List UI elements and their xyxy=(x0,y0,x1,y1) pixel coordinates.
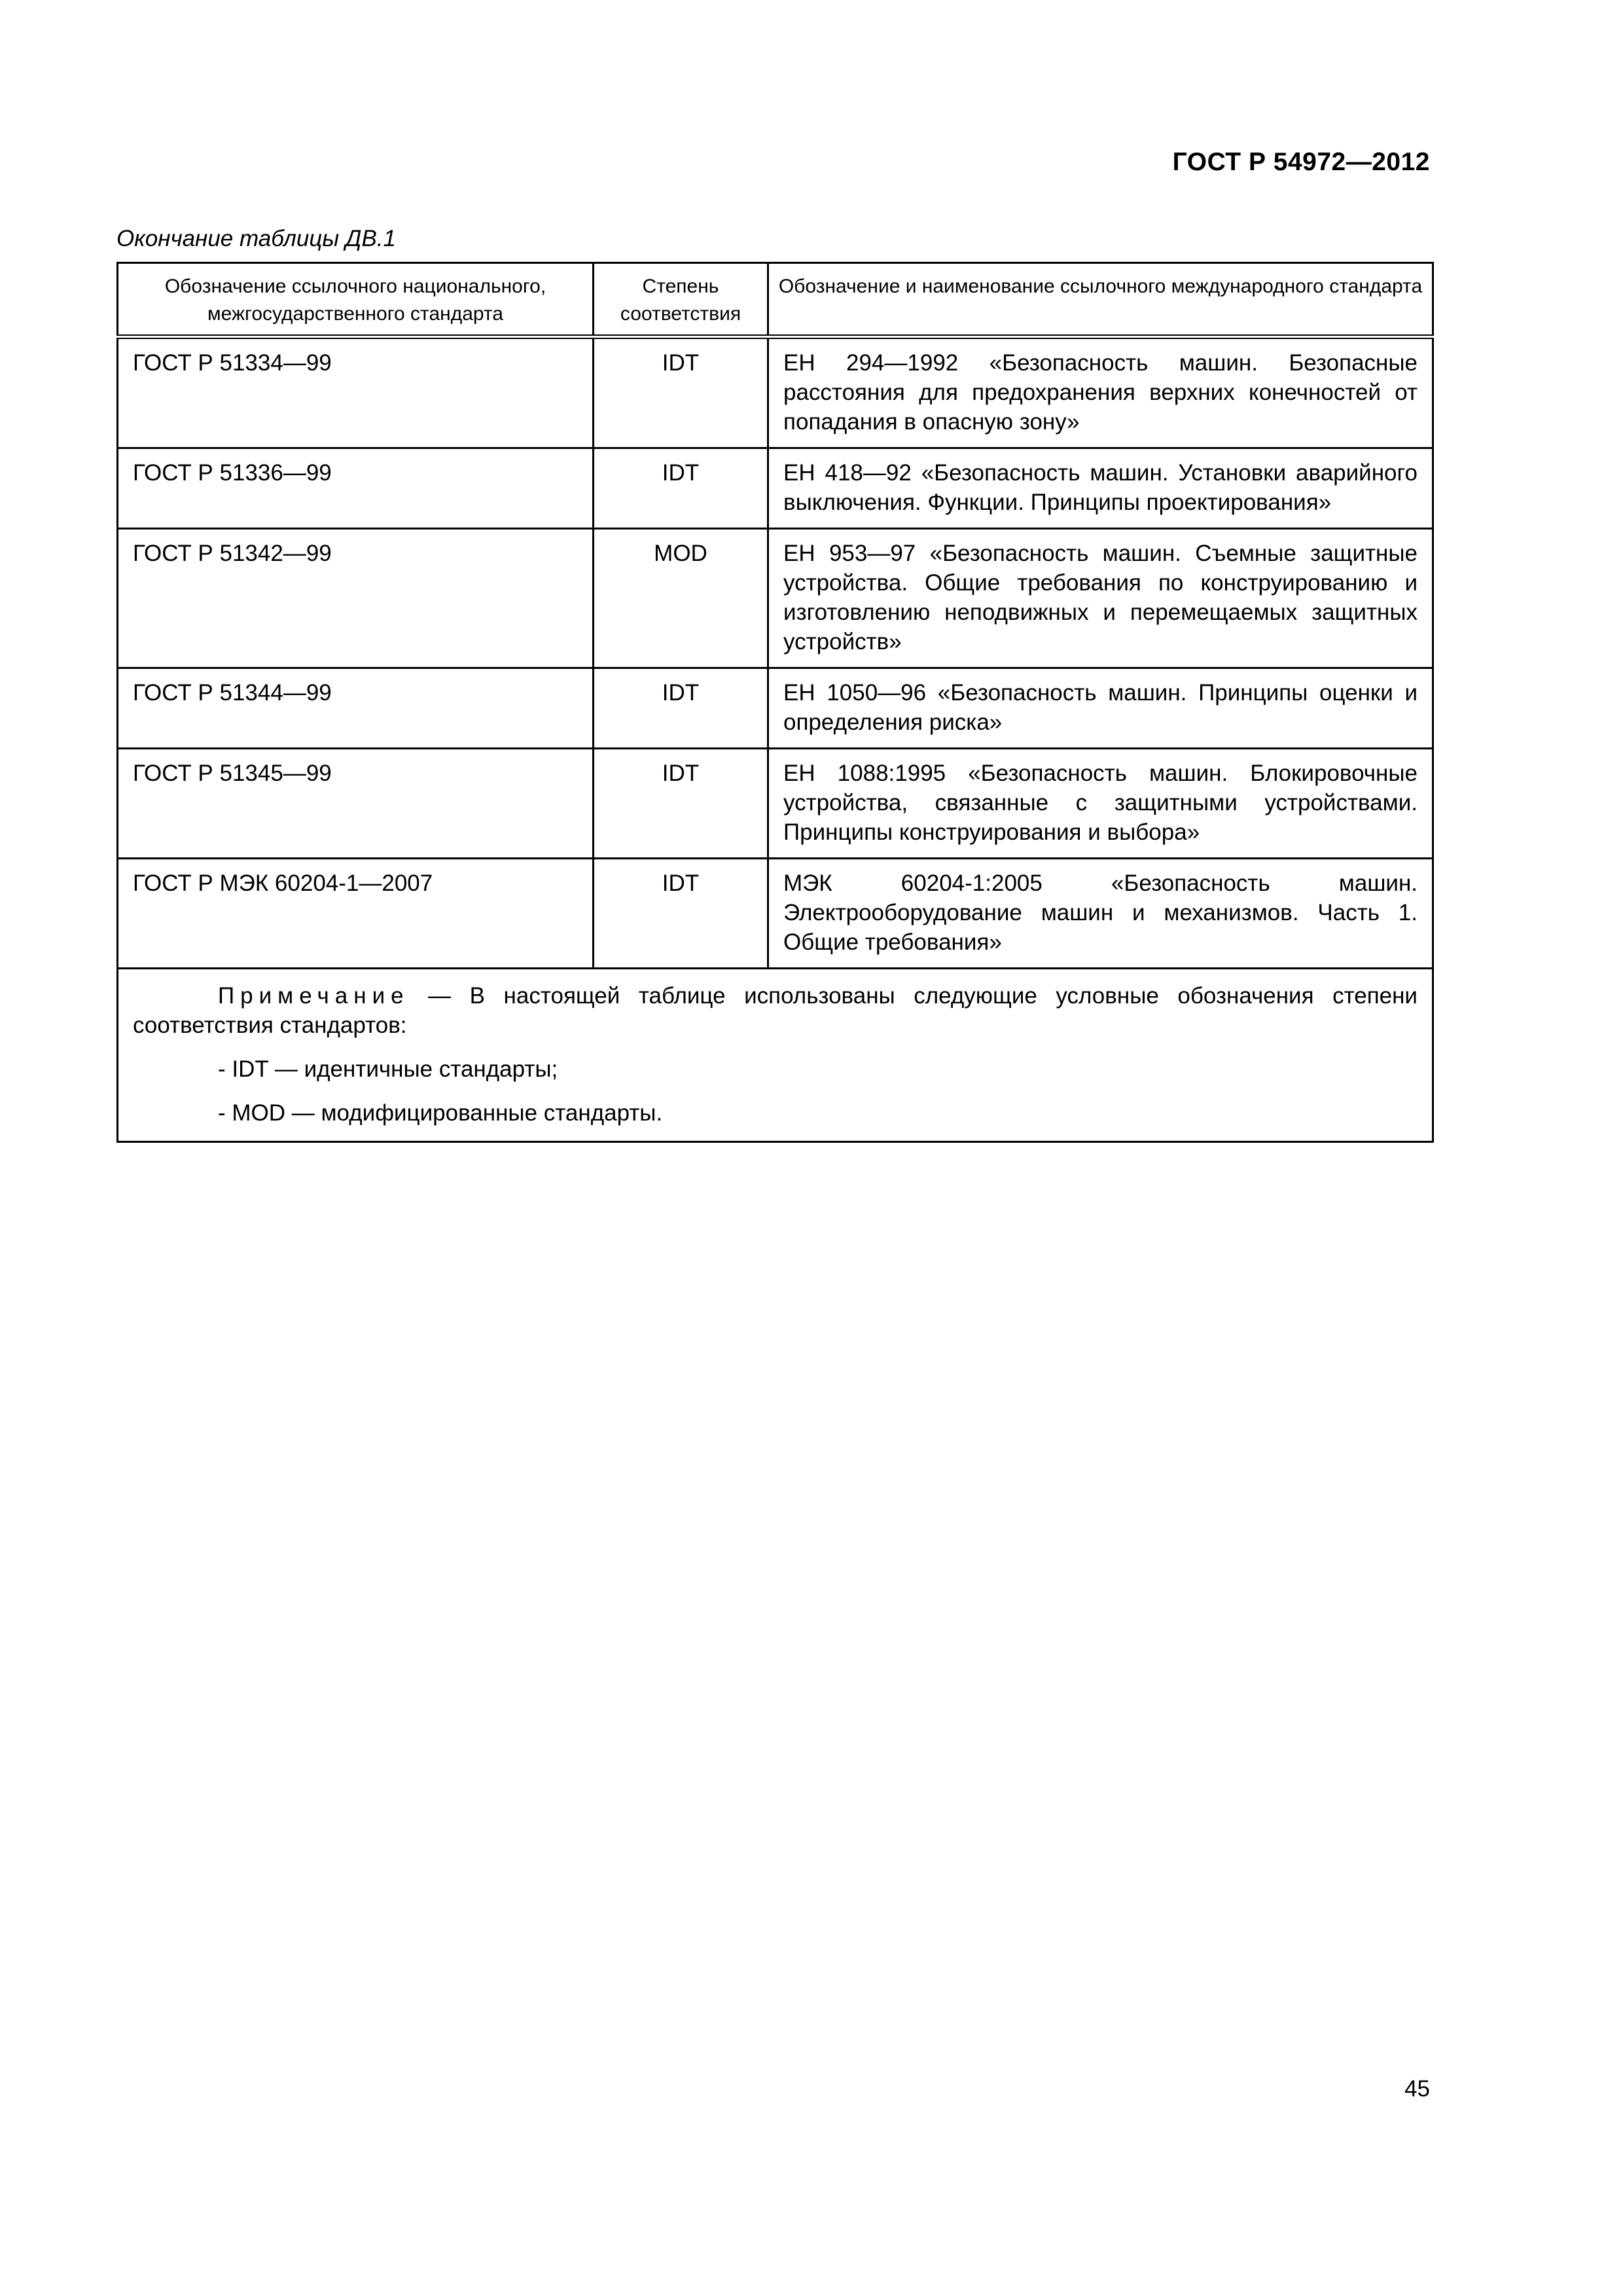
document-code: ГОСТ Р 54972—2012 xyxy=(1172,148,1430,176)
page-number: 45 xyxy=(1404,2076,1430,2102)
note-label: Примечание xyxy=(218,983,410,1009)
table-row xyxy=(118,529,1433,668)
note-text xyxy=(133,981,1418,1040)
table-note-row xyxy=(118,969,1433,1142)
national-standard-cell: ГОСТ Р 51344—99 xyxy=(118,668,594,749)
table-row xyxy=(118,859,1433,969)
national-standard-cell: ГОСТ Р 51342—99 xyxy=(118,529,594,668)
note-item-mod: - MOD — модифицированные стандарты. xyxy=(218,1100,663,1126)
degree-cell: IDT xyxy=(594,859,768,969)
table-header-row xyxy=(118,263,1433,337)
degree-cell: IDT xyxy=(594,668,768,749)
column-header-international: Обозначение и наименование ссылочного международного стандарта xyxy=(768,263,1433,337)
degree-cell: IDT xyxy=(594,749,768,859)
reference-standards-table xyxy=(116,262,1434,1143)
international-standard-cell: ЕН 953—97 «Безопасность машин. Съемные защитные устройства. Общие требования по конструированию и изготовлению неподвижных и перемещаемых защитных устройств» xyxy=(768,529,1433,668)
column-header-degree: Степень соответствия xyxy=(594,263,768,337)
national-standard-cell: ГОСТ Р 51345—99 xyxy=(118,749,594,859)
column-header-national: Обозначение ссылочного национального, межгосударственного стандарта xyxy=(118,263,594,337)
table-note xyxy=(118,969,1433,1142)
international-standard-cell: ЕН 418—92 «Безопасность машин. Установки аварийного выключения. Функции. Принципы проектирования» xyxy=(768,448,1433,529)
table-row xyxy=(118,448,1433,529)
national-standard-cell: ГОСТ Р МЭК 60204-1—2007 xyxy=(118,859,594,969)
international-standard-cell: ЕН 294—1992 «Безопасность машин. Безопасные расстояния для предохранения верхних конечностей от попадания в опасную зону» xyxy=(768,337,1433,448)
note-body: — В настоящей таблице использованы следующие условные обозначения степени соответствия стандартов: xyxy=(133,983,1418,1038)
note-item-idt: - IDT — идентичные стандарты; xyxy=(218,1056,558,1082)
degree-cell: IDT xyxy=(594,448,768,529)
table-row xyxy=(118,668,1433,749)
national-standard-cell: ГОСТ Р 51334—99 xyxy=(118,337,594,448)
international-standard-cell: ЕН 1088:1995 «Безопасность машин. Блокировочные устройства, связанные с защитными устройствами. Принципы конструирования и выбора» xyxy=(768,749,1433,859)
table-row xyxy=(118,337,1433,448)
degree-cell: MOD xyxy=(594,529,768,668)
national-standard-cell: ГОСТ Р 51336—99 xyxy=(118,448,594,529)
international-standard-cell: ЕН 1050—96 «Безопасность машин. Принципы оценки и определения риска» xyxy=(768,668,1433,749)
degree-cell: IDT xyxy=(594,337,768,448)
table-row xyxy=(118,749,1433,859)
international-standard-cell: МЭК 60204-1:2005 «Безопасность машин. Электрооборудование машин и механизмов. Часть 1. Общие требования» xyxy=(768,859,1433,969)
table-caption: Окончание таблицы ДВ.1 xyxy=(116,226,396,251)
